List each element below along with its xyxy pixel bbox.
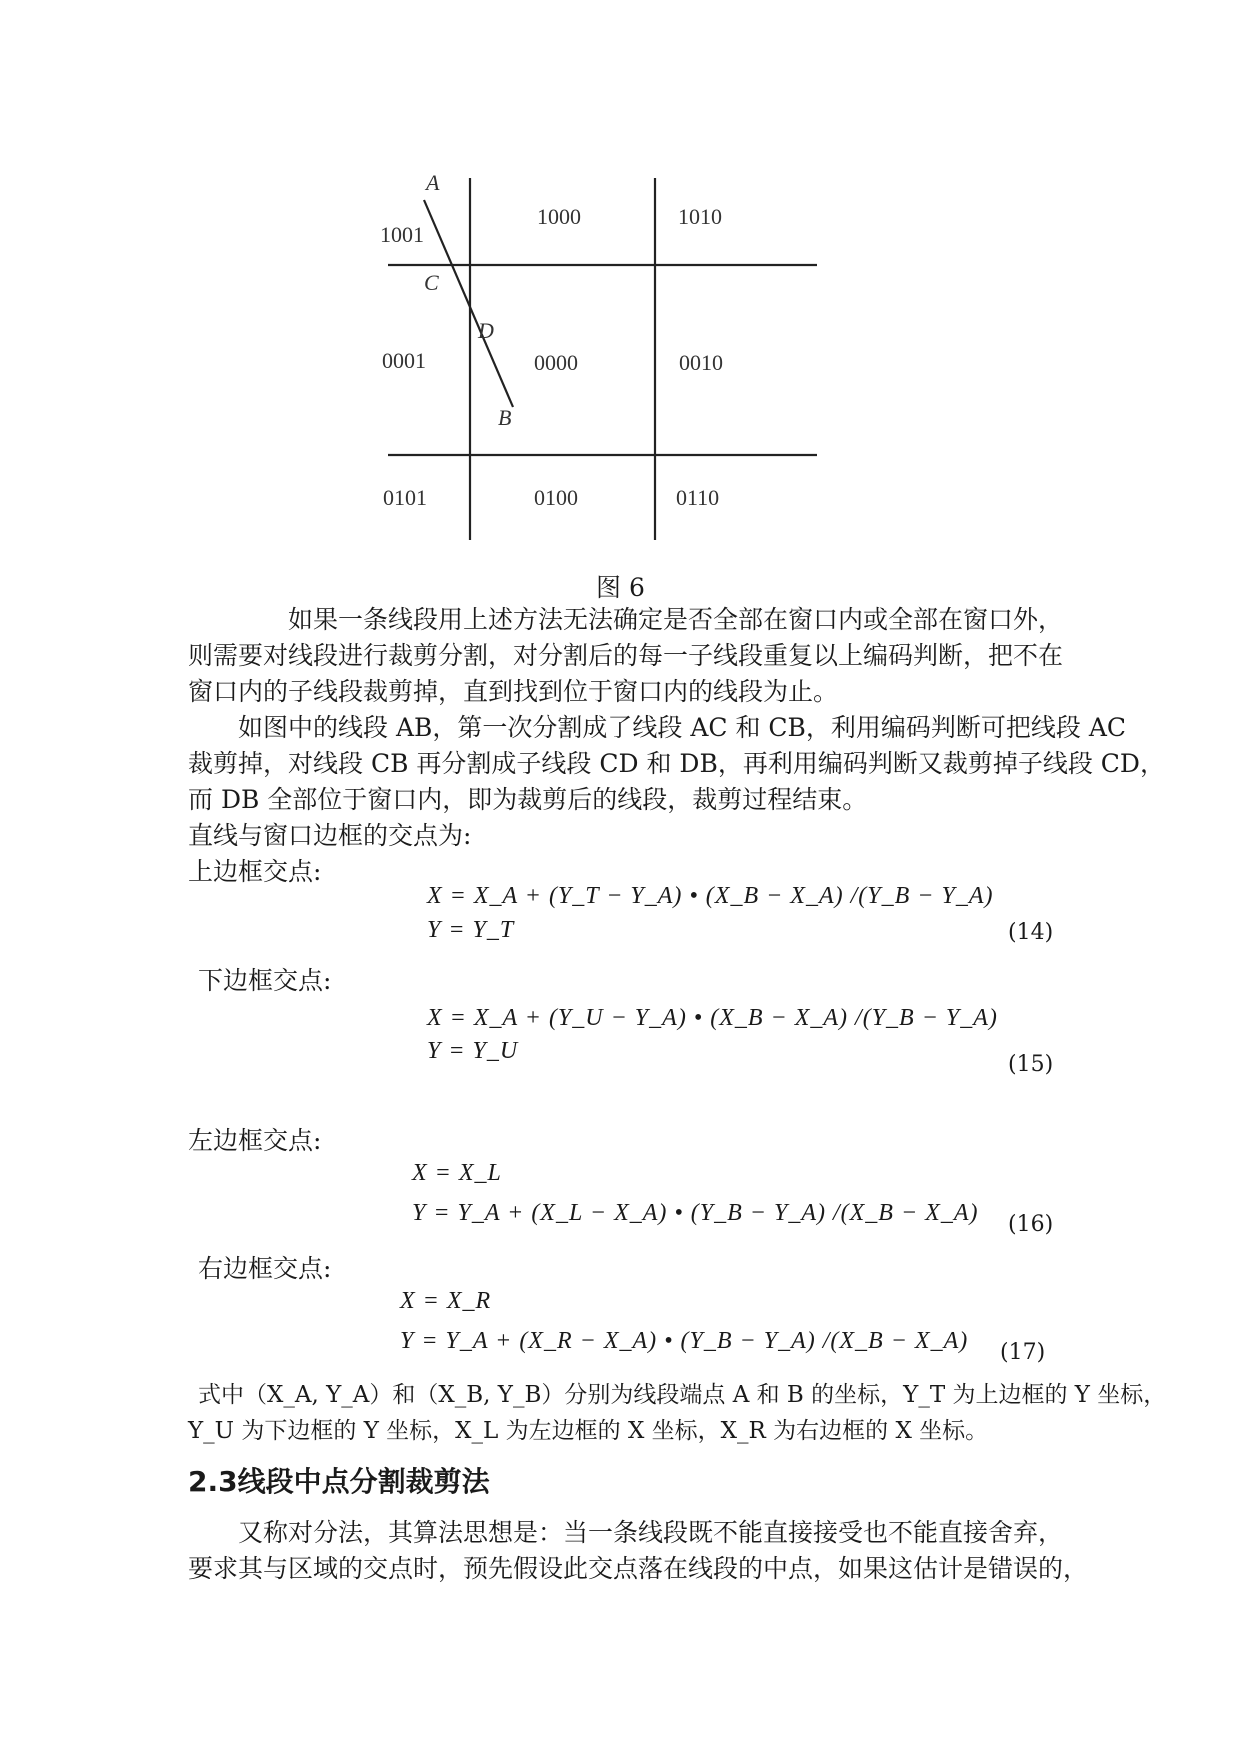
section-paragraph-line-1: 又称对分法，其算法思想是：当一条线段既不能直接接受也不能直接舍弃， bbox=[238, 1518, 1064, 1547]
top-border-label: 上边框交点: bbox=[188, 857, 322, 886]
paragraph-1-line-1: 如果一条线段用上述方法无法确定是否全部在窗口内或全部在窗口外， bbox=[288, 605, 1064, 634]
section-heading: 2.3线段中点分割裁剪法 bbox=[188, 1465, 490, 1498]
point-label-d: D bbox=[478, 318, 494, 343]
paragraph-2-line-2: 裁剪掉，对线段 CB 再分割成子线段 CD 和 DB，再利用编码判断又裁剪掉子线段 CD， bbox=[188, 749, 1165, 778]
region-code-top-mid: 1000 bbox=[537, 204, 581, 229]
equation-17-x: X = X_R bbox=[400, 1288, 492, 1314]
paragraph-1-line-3: 窗口内的子线段裁剪掉，直到找到位于窗口内的线段为止。 bbox=[188, 677, 839, 706]
right-border-label: 右边框交点: bbox=[198, 1254, 332, 1283]
paragraph-2-line-3: 而 DB 全部位于窗口内，即为裁剪后的线段，裁剪过程结束。 bbox=[188, 785, 868, 814]
region-code-bot-right: 0110 bbox=[676, 485, 720, 510]
paragraph-2-line-1: 如图中的线段 AB，第一次分割成了线段 AC 和 CB，利用编码判断可把线段 AC bbox=[238, 713, 1127, 742]
region-code-top-right: 1010 bbox=[678, 204, 722, 229]
segment-ab bbox=[424, 200, 513, 407]
region-code-top-left: 1001 bbox=[380, 222, 424, 247]
point-label-c: C bbox=[424, 270, 439, 295]
intersection-intro: 直线与窗口边框的交点为: bbox=[188, 821, 472, 850]
region-code-bot-left: 0101 bbox=[383, 485, 427, 510]
left-border-label: 左边框交点: bbox=[188, 1126, 322, 1155]
equation-17-y: Y = Y_A + (X_R − X_A) • (Y_B − Y_A) /(X_B − X_A) bbox=[400, 1328, 969, 1354]
point-label-a: A bbox=[426, 170, 440, 195]
bottom-border-label: 下边框交点: bbox=[198, 966, 332, 995]
region-code-mid-right: 0010 bbox=[679, 350, 723, 375]
equation-14-y: Y = Y_T bbox=[427, 917, 515, 943]
equation-14-x: X = X_A + (Y_T − Y_A) • (X_B − X_A) /(Y_B − Y_A) bbox=[427, 883, 994, 909]
region-code-bot-mid: 0100 bbox=[534, 485, 578, 510]
equation-17-number: (17) bbox=[1000, 1340, 1046, 1365]
paragraph-1-line-2: 则需要对线段进行裁剪分割，对分割后的每一子线段重复以上编码判断，把不在 bbox=[188, 641, 1064, 670]
figure-caption: 图 6 bbox=[596, 573, 645, 602]
equation-16-number: (16) bbox=[1008, 1212, 1054, 1237]
equation-14-number: (14) bbox=[1008, 920, 1054, 945]
region-code-mid-mid: 0000 bbox=[534, 350, 578, 375]
equation-16-x: X = X_L bbox=[412, 1160, 502, 1186]
equation-15-y: Y = Y_U bbox=[427, 1038, 519, 1064]
point-label-b: B bbox=[498, 405, 512, 430]
section-paragraph-line-2: 要求其与区域的交点时，预先假设此交点落在线段的中点，如果这估计是错误的， bbox=[188, 1554, 1089, 1583]
region-code-mid-left: 0001 bbox=[382, 348, 426, 373]
variable-notes-line-1: 式中（X_A, Y_A）和（X_B, Y_B）分别为线段端点 A 和 B 的坐标，Y_T 为上边框的 Y 坐标， bbox=[198, 1382, 1167, 1408]
equation-16-y: Y = Y_A + (X_L − X_A) • (Y_B − Y_A) /(X_B − X_A) bbox=[412, 1200, 979, 1226]
clipping-region-figure bbox=[380, 160, 830, 560]
equation-15-number: (15) bbox=[1008, 1052, 1054, 1077]
variable-notes-line-2: Y_U 为下边框的 Y 坐标，X_L 为左边框的 X 坐标，X_R 为右边框的 X 坐标。 bbox=[188, 1418, 989, 1444]
equation-15-x: X = X_A + (Y_U − Y_A) • (X_B − X_A) /(Y_B − Y_A) bbox=[427, 1005, 998, 1031]
